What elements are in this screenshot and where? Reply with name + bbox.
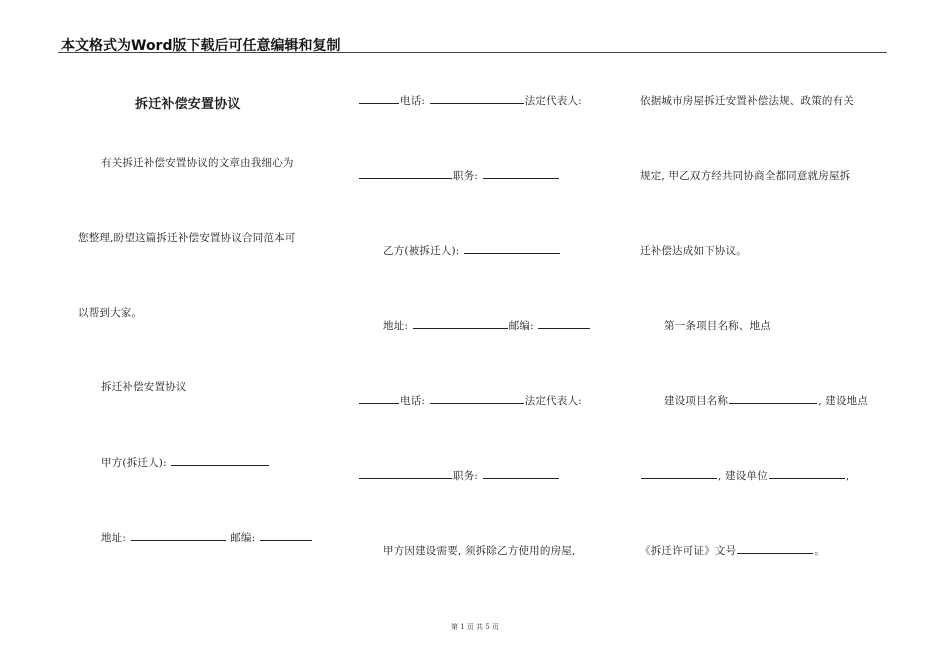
position-prefix-blank-b [359, 468, 452, 479]
intro-line-1: 有关拆迁补偿安置协议的文章由我细心为 [101, 157, 294, 169]
site-blank [641, 468, 717, 479]
basis-line-1: 依据城市房屋拆迁安置补偿法规、政策的有关 [640, 95, 854, 107]
page-number: 第 1 页 共 5 页 [450, 623, 500, 631]
permit-label: 《拆迁许可证》文号 [640, 545, 737, 557]
address-label-b: 地址: [383, 320, 409, 332]
project-name-label: 建设项目名称 [664, 395, 729, 407]
intro-line-3: 以帮到大家。 [78, 307, 143, 319]
party-a-address-line [101, 530, 313, 545]
project-name-blank [729, 393, 817, 404]
postcode-label: 邮编: [230, 532, 256, 544]
permit-period: 。 [814, 545, 826, 557]
party-b-address-line [383, 318, 591, 333]
builder-line [640, 468, 849, 483]
party-b-label: 乙方(被拆迁人): [383, 245, 460, 257]
document-title: 拆迁补偿安置协议 [135, 97, 241, 112]
party-b-blank [464, 243, 560, 254]
position-label: 职务: [453, 170, 479, 182]
project-name-line [664, 393, 868, 408]
legal-rep-label: 法定代表人: [524, 95, 582, 107]
builder-blank [769, 468, 845, 479]
agreement-subtitle: 拆迁补偿安置协议 [101, 381, 187, 393]
position-blank-b [483, 468, 559, 479]
builder-comma: , [845, 470, 850, 482]
intro-line-2: 您整理,盼望这篇拆迁补偿安置协议合同范本可 [78, 232, 296, 244]
address-blank-b [413, 318, 508, 329]
phone-blank [430, 93, 524, 104]
position-label-b: 职务: [453, 470, 479, 482]
document-header: 本文格式为Word版下载后可任意编辑和复制 [61, 38, 341, 54]
party-b-phone-line [358, 393, 582, 408]
demolish-paragraph: 甲方因建设需要, 须拆除乙方使用的房屋, [383, 545, 576, 557]
postcode-blank-b [538, 318, 590, 329]
project-site-label: , 建设地点 [818, 395, 869, 407]
party-a-line [101, 455, 270, 470]
legal-rep-label-b: 法定代表人: [524, 395, 582, 407]
position-prefix-blank [359, 168, 452, 179]
party-b-position-line [358, 468, 560, 483]
article-1-heading: 第一条项目名称、地点 [664, 320, 771, 332]
postcode-blank [260, 530, 312, 541]
builder-label: , 建设单位 [718, 470, 768, 482]
header-divider [58, 52, 887, 53]
postcode-label-b: 邮编: [508, 320, 534, 332]
basis-line-2: 规定, 甲乙双方经共同协商全都同意就房屋拆 [640, 170, 851, 182]
party-a-blank [171, 455, 269, 466]
party-a-label: 甲方(拆迁人): [101, 457, 167, 469]
address-label: 地址: [101, 532, 127, 544]
permit-line [640, 543, 825, 558]
permit-blank [737, 543, 813, 554]
party-b-line [383, 243, 561, 258]
basis-line-3: 迁补偿达成如下协议。 [640, 245, 747, 257]
party-a-phone-line [358, 93, 582, 108]
address-blank [131, 530, 226, 541]
phone-label-b: 电话: [400, 395, 426, 407]
party-a-position-line [358, 168, 560, 183]
position-blank [483, 168, 559, 179]
phone-blank-b [430, 393, 524, 404]
phone-prefix-blank [359, 93, 399, 104]
phone-label: 电话: [400, 95, 426, 107]
phone-prefix-blank-b [359, 393, 399, 404]
